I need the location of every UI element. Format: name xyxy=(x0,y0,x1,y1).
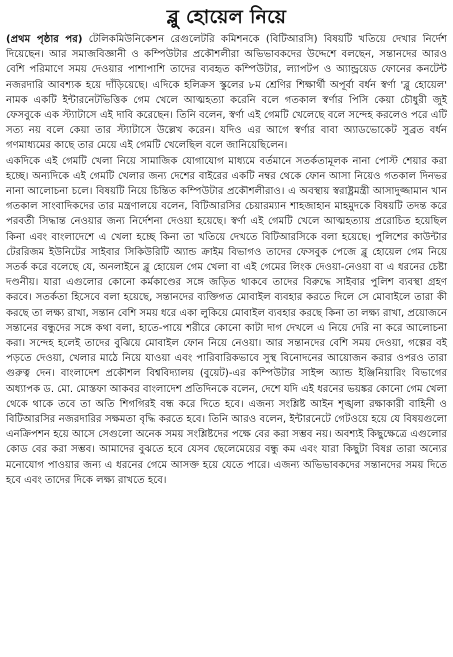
paragraph-2 xyxy=(6,154,447,488)
headline: ব্লু হোয়েল নিয়ে xyxy=(166,6,287,28)
paragraph-2-text: একদিকে এই গেমটি খেলা নিয়ে সামাজিক যোগাযোগ মাধ্যমে বর্তমানে সতর্কতামূলক নানা পোস্ট শেয়ার করা হচ্ছে। অন্যদিকে এই গেমটি খেলার জন্য দেশের বাইরের একটি নম্বর থেকে ফোন আসা নিয়েও গতকাল দিনভর নানা আলোচনা চলে। বিষয়টি নিয়ে চিন্তিত কম্পিউটার প্রকৌশলীরাও। এ অবস্থায় স্বরাষ্ট্রমন্ত্রী আসাদুজ্জামান খান গতকাল সাংবাদিকদের তার মন্ত্রণালয়ে বলেন, বিটিআরসির চেয়ারম্যান শাহজাহান মাহমুদকে বিষয়টি তদন্ত করে পরবর্তী সিদ্ধান্ত নেওয়ার জন্য নির্দেশনা দেওয়া হয়েছে। স্বর্ণা এই গেমটি খেলে আত্মহত্যায় প্ররোচিত হয়েছিল কিনা এবং বাংলাদেশে এ খেলা হচ্ছে কিনা তা খতিয়ে দেখতে বিটিআরসিকে বলা হয়েছে। পুলিশের কাউন্টার টেররিজম ইউনিটের সাইবার সিকিউরিটি অ্যান্ড ক্রাইম বিভাগও তাদের ফেসবুক পেজে ব্লু হোয়েল গেম নিয়ে সতর্ক করে বলেছে যে, অনলাইনে ব্লু হোয়েল গেম খেলা বা এই গেমের লিংক দেওয়া-নেওয়া বা এ ধরনের চেষ্টা দণ্ডনীয়। যারা এগুলোর কোনো কর্মকাণ্ডের সঙ্গে জড়িত থাকবে তাদের বিরুদ্ধে সাইবার পুলিশ ব্যবস্থা গ্রহণ করবে। সতর্কতা হিসেবে বলা হয়েছে, সন্তানদের ব্যক্তিগত মোবাইল ব্যবহার করতে দিলে সে মোবাইলে তারা কী করছে তা লক্ষ্য রাখা, সন্তান বেশি সময় ধরে একা লুকিয়ে মোবাইল ব্যবহার করছে কিনা তা লক্ষ্য রাখা, প্রয়োজনে সন্তানের বন্ধুদের সঙ্গে কথা বলা, হাতে-পায়ে শরীরে কোনো কাটা দাগ দেখলে এ নিয়ে দেরি না করে আলোচনা করা। সন্দেহ হলেই তাদের বুঝিয়ে মোবাইল ফোন নিয়ে নেওয়া। আর সন্তানদের বেশি সময় দেওয়া, গল্পের বই পড়তে দেওয়া, খেলার মাঠে নিয়ে যাওয়া এবং পারিবারিকভাবে সুস্থ বিনোদনের আয়োজন করার ওপরও তারা গুরুত্ব দেন। বাংলাদেশ প্রকৌশল বিশ্ববিদ্যালয় (বুয়েট)-এর কম্পিউটার সাইন্স অ্যান্ড ইঞ্জিনিয়ারিং বিভাগের অধ্যাপক ড. মো. মোস্তফা আকবর বাংলাদেশ প্রতিদিনকে বলেন, দেশে যদি এই ধরনের ভয়ঙ্কর কোনো গেম খেলা থেকে থাকে তবে তা অতি শিগগিরই বন্ধ করে দিতে হবে। এজন্য সংশ্লিষ্ট আইন শৃঙ্খলা রক্ষাকারী বাহিনী ও বিটিআরসির নজরদারির সক্ষমতা বৃদ্ধি করতে হবে। তিনি আরও বলেন, ইন্টারনেটে গেটওয়ে হয়ে যে বিষয়গুলো এনক্রিপশন হয়ে আসে সেগুলো অনেক সময় সংশ্লিষ্টদের পক্ষে বের করা সম্ভব নয়। অবশ্যই কিছুক্ষেত্রে এগুলোর কোড বের করা সম্ভব। আমাদের বুঝতে হবে যেসব ছেলেমেয়ের বন্ধু কম এবং যারা কিছুটা বিষণ্ণ তারা অন্যের মনোযোগ পাওয়ার জন্য এ ধরনের গেমে আসক্ত হয়ে যেতে পারে। এজন্য অভিভাবকদের সন্তানদের সময় দিতে হবে এবং তাদের দিকে লক্ষ্য রাখতে হবে। xyxy=(6,155,447,486)
paragraph-1-text: টেলিকমিউনিকেশন রেগুলেটরি কমিশনকে (বিটিআরসি) বিষয়টি খতিয়ে দেখার নির্দেশ দিয়েছেন। আর সমাজবিজ্ঞানী ও কম্পিউটার প্রকৌশলীরা অভিভাবকদের উদ্দেশে বলছেন, সন্তানদের আরও বেশি পরিমাণে সময় দেওয়ার পাশাপাশি তাদের ব্যবহৃত কম্পিউটার, ল্যাপটপ ও অ্যান্ড্রয়েড ফোনের কনটেন্ট নজরদারি আবশ্যক হয়ে দাঁড়িয়েছে। এদিকে হলিক্রস স্কুলের ৮ম শ্রেণির শিক্ষার্থী অপূর্বা বর্ধন স্বর্ণা 'ব্লু হোয়েল' নামক একটি ইন্টারনেটভিত্তিক গেম খেলে আত্মহত্যা করেনি বলে গতকাল স্বর্ণার পিসি কেয়া চৌধুরী জুই ফেসবুকে এক স্ট্যাটাসে এই দাবি করেছেন। তিনি বলেন, স্বর্ণা এই গেমটি খেলেছে বলে সন্দেহ করলেও পরে এটি সত্য নয় বলে কেয়া তার স্ট্যাটাসে উল্লেখ করেন। যদিও এর আগে স্বর্ণার বাবা অ্যাডভোকেট সুব্রত বর্ধন গণমাধ্যমের কাছে তার মেয়ে এই গেমটি খেলেছিল বলে জানিয়েছিলেন। xyxy=(6,34,447,152)
article-body xyxy=(6,32,447,488)
paragraph-1 xyxy=(6,32,447,154)
continued-label: (প্রথম পৃষ্ঠার পর) xyxy=(6,34,83,45)
